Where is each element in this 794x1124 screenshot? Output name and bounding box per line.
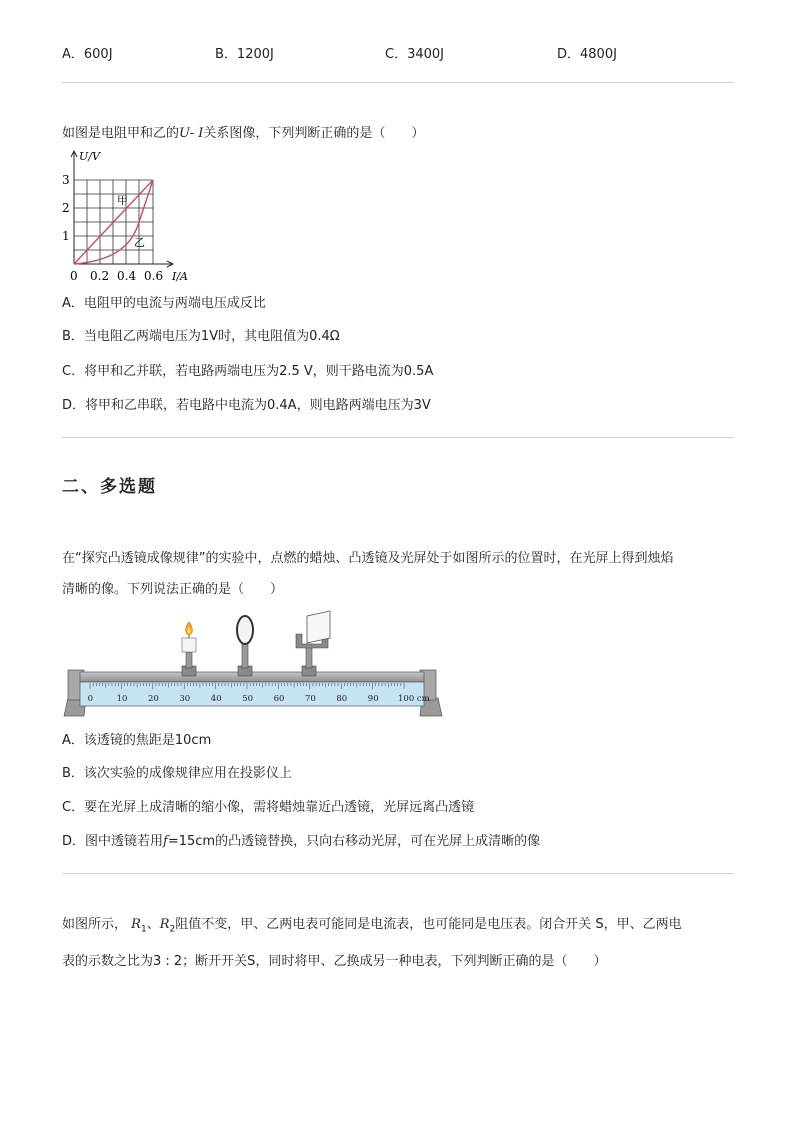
bench-label: 0 [87, 694, 94, 704]
bench-label: 10 [116, 694, 128, 704]
ui-option-d: D．将甲和乙串联，若电路中电流为0.4A，则电路两端电压为3V [62, 398, 431, 413]
graph-x-tick-02: 0.2 [90, 269, 110, 283]
graph-y-tick-3: 3 [62, 173, 70, 187]
ui-option-c: C．将甲和乙并联，若电路两端电压为2.5 V，则干路电流为0.5A [62, 364, 434, 379]
graph-y-label: U/V [79, 150, 100, 163]
graph-label-jia: 甲 [117, 194, 128, 207]
graph-y-tick-1: 1 [62, 229, 70, 243]
ui-option-b: B．当电阻乙两端电压为1V时，其电阻值为0.4Ω [62, 329, 340, 344]
prev-option-b: B．1200J [215, 47, 274, 62]
question-circuit-line-2: 表的示数之比为3 : 2；断开开关S，同时将甲、乙换成另一种电表，下列判断正确的是（ ） [62, 954, 607, 969]
optical-bench-figure [62, 610, 452, 725]
bench-label: 50 [242, 694, 254, 704]
lens-option-a: A．该透镜的焦距是10cm [62, 733, 212, 748]
graph-x-tick-0: 0 [70, 269, 78, 283]
ui-option-a: A．电阻甲的电流与两端电压成反比 [62, 296, 266, 311]
bench-label: 40 [210, 694, 222, 704]
prev-option-a: A．600J [62, 47, 113, 62]
divider [62, 437, 734, 438]
prev-options [62, 45, 734, 65]
question-circuit-line-1: 如图所示， $R_1$、$R_2$阻值不变，甲、乙两电表可能同是电流表，也可能同是电压表。闭合开关 S，甲、乙两电 [62, 917, 682, 935]
prev-option-d: D．4800J [557, 47, 617, 62]
graph-x-tick-06: 0.6 [144, 269, 164, 283]
graph-x-tick-04: 0.4 [117, 269, 137, 283]
lens-option-c: C．要在光屏上成清晰的缩小像，需将蜡烛靠近凸透镜，光屏远离凸透镜 [62, 800, 475, 815]
graph-x-label: I/A [172, 270, 188, 283]
light-screen [296, 611, 330, 676]
bench-label: 70 [305, 694, 316, 704]
bench-label: 80 [336, 694, 348, 704]
bench-label: 90 [367, 694, 379, 704]
ui-graph [60, 146, 200, 286]
question-ui-stem: 如图是电阻甲和乙的U- I关系图像，下列判断正确的是（ ） [62, 126, 425, 141]
bench-label: 60 [273, 694, 285, 704]
lens-option-d: D．图中透镜若用f=15cm的凸透镜替换，只向右移动光屏，可在光屏上成清晰的像 [62, 834, 541, 849]
question-lens-stem-2: 清晰的像。下列说法正确的是（ ） [62, 582, 284, 597]
prev-option-c: C．3400J [385, 47, 444, 62]
section-title: 二、多选题 [62, 477, 157, 497]
bench-label: 30 [179, 694, 191, 704]
divider [62, 873, 734, 874]
lens-option-b: B．该次实验的成像规律应用在投影仪上 [62, 766, 292, 781]
candle [182, 622, 196, 676]
divider [62, 82, 734, 83]
lens [237, 616, 253, 676]
bench-label: 20 [148, 694, 159, 704]
graph-y-tick-2: 2 [62, 201, 70, 215]
graph-label-yi: 乙 [134, 236, 145, 249]
bench-label: 100 cm [398, 694, 430, 704]
question-lens-stem-1: 在“探究凸透镜成像规律”的实验中，点燃的蜡烛、凸透镜及光屏处于如图所示的位置时，在光屏上得到烛焰 [62, 551, 674, 566]
